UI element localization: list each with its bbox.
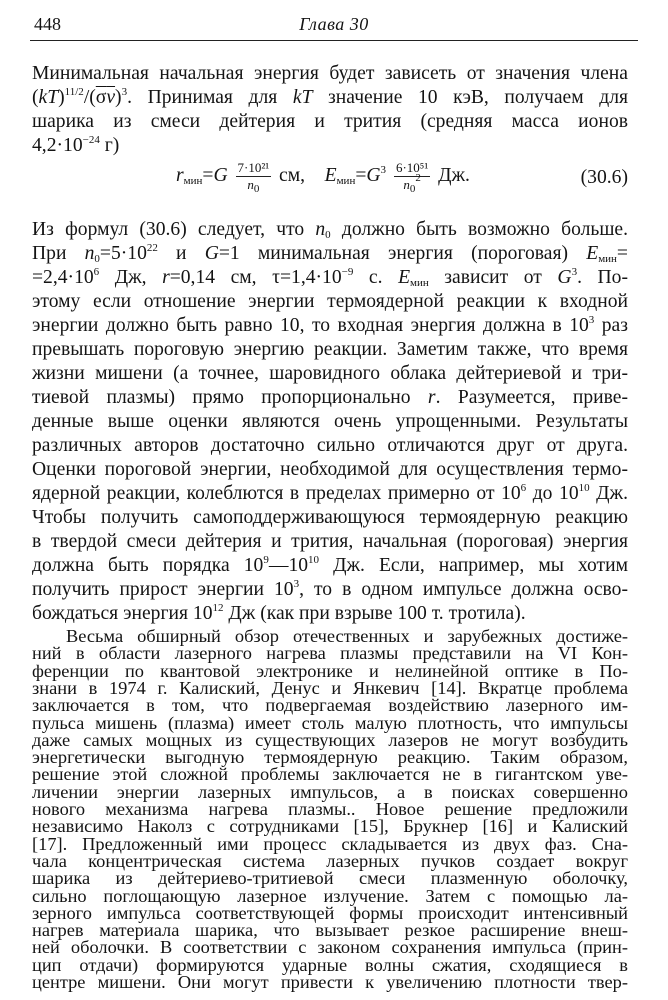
- equation-number: (30.6): [580, 167, 628, 188]
- text-line: этому если отношение энергии термоядерной реакции к входной: [32, 291, 628, 312]
- text-line: энергетически выгодную термоядерную реакцию. Таким образом,: [32, 747, 628, 768]
- text-line: ней оболочки. В соответствии с законом сохранения импульса (прин-: [32, 937, 628, 958]
- text-line: личении энергии лазерных импульсов, а в поисках совершенно: [32, 781, 628, 802]
- text-line: в твердой смеси дейтерия и трития, начальная (пороговая) энергия: [32, 531, 628, 552]
- text-line: шарика из дейтериево-тритиевой смеси плазменную оболочку,: [32, 868, 628, 889]
- text-line: Чтобы получить самоподдерживающуюся термоядерную реакцию: [32, 507, 628, 528]
- text-line: $(kT)^{11/2}/(\sigma v)^3$. Принимая для kT значение 10 кэВ, получаем для: [32, 86, 628, 108]
- page-number: 448: [34, 14, 61, 34]
- text-line: жизни мишени (а точнее, шаровидного облака дейтериевой и три-: [32, 363, 628, 384]
- text-line: Весьма обширный обзор отечественных и зарубежных достиже-: [66, 626, 628, 646]
- text-line: шарика из смеси дейтерия и трития (средняя масса ионов: [32, 111, 628, 132]
- text-line: $=2,4\cdot 10^6$ Дж, r=0,14 см, $\tau=1,4\cdot 10^{-9}$ с. $E_{мин}$ зависит от $G^3$. По-: [32, 266, 628, 289]
- text-line: Оценки пороговой энергии, необходимой для осуществления термо-: [32, 459, 628, 480]
- text-line: независимо Наколз с сотрудниками [15], Брукнер [16] и Калиский: [32, 816, 628, 837]
- text-line: Из формул (30.6) следует, что $n_0$ должно быть возможно больше.: [32, 219, 628, 241]
- text-line: заключается в том, что подвергаемая воздействию лазерного им-: [32, 695, 628, 716]
- text-line: решение этой сложной проблемы заключается не в гигантском уве-: [32, 764, 628, 785]
- text-line: При $n_0=5\cdot 10^{22}$ и G=1 минимальная энергия (пороговая) $E_{мин}=$: [32, 242, 628, 265]
- text-line: получить прирост энергии $10^3$, то в одном импульсе должна осво-: [32, 578, 628, 600]
- text-line: превышать пороговую энергию реакции. Заметим также, что время: [32, 339, 628, 360]
- text-line: зерного импульса соответствующей формы происходит интенсивный: [32, 902, 628, 923]
- text-line: денные выше оценки являются очень упрощенными. Результаты: [32, 411, 628, 432]
- text-line: Минимальная начальная энергия будет зависеть от значения члена: [32, 63, 628, 84]
- text-line: сильно поглощающую лазерное излучение. Затем с помощью ла-: [32, 885, 628, 906]
- text-line: [17]. Предложенный ими процесс складывается из двух фаз. Сна-: [32, 833, 628, 854]
- text-line: ний в области лазерного нагрева плазмы представили на VI Кон-: [32, 643, 628, 664]
- text-line: тиевой плазмы) прямо пропорционально r. Разумеется, приве-: [32, 387, 628, 408]
- text-line: ядерной реакции, колеблются в пределах примерно от $10^6$ до $10^{10}$ Дж.: [32, 482, 628, 504]
- text-line: чала концентрическая система лазерных пучков создает вокруг: [32, 850, 628, 871]
- text-line: даже самых мощных из существующих лазеров не могут возбудить: [32, 729, 628, 750]
- text-line: пульса мишень (плазма) имеет столь малую плотность, что импульсы: [32, 712, 628, 733]
- text-line: ференции по квантовой электронике и нелинейной оптике в По-: [32, 660, 628, 681]
- chapter-title: Глава 30: [299, 14, 369, 34]
- running-header: [30, 12, 638, 41]
- text-line: нового механизма нагрева плазмы.. Новое решение предложили: [32, 799, 628, 819]
- text-line: центре мишени. Они могут привести к увеличению плотности твер-: [32, 972, 628, 992]
- equation-30-6: $r_{мин}=G$ $\frac{\text{7·10²¹}}{n_0}$ см, $E_{мин}=G^3$ $\frac{\text{6·10⁵¹}}{n_0^2}$ Дж. (30.6): [176, 160, 628, 195]
- text-line: $4,2\cdot 10^{-24}$ г): [32, 134, 120, 156]
- text-line: знани в 1974 г. Калиский, Денус и Янкевич [14]. Вкратце проблема: [32, 677, 628, 698]
- text-line: должна быть порядка $10^9—10^{10}$ Дж. Если, например, мы хотим: [32, 554, 628, 576]
- fraction-r: $\frac{\text{7·10²¹}}{n_0}$: [237, 160, 270, 195]
- text-line: цип отдачи) формируются ударные волны сжатия, сходящиеся в: [32, 954, 628, 975]
- text-line: энергии должно быть равно 10, то входная энергия должна в $10^3$ раз: [32, 314, 628, 336]
- text-line: нагрев материала шарика, что вызывает резкое расширение внеш-: [32, 920, 628, 941]
- text-line: бождаться энергия $10^{12}$ Дж (как при взрыве 100 т. тротила).: [32, 602, 526, 624]
- fraction-e: $\frac{\text{6·10⁵¹}}{n_0^2}$: [395, 160, 429, 195]
- text-line: различных авторов достаточно сильно отличаются друг от друга.: [32, 435, 628, 456]
